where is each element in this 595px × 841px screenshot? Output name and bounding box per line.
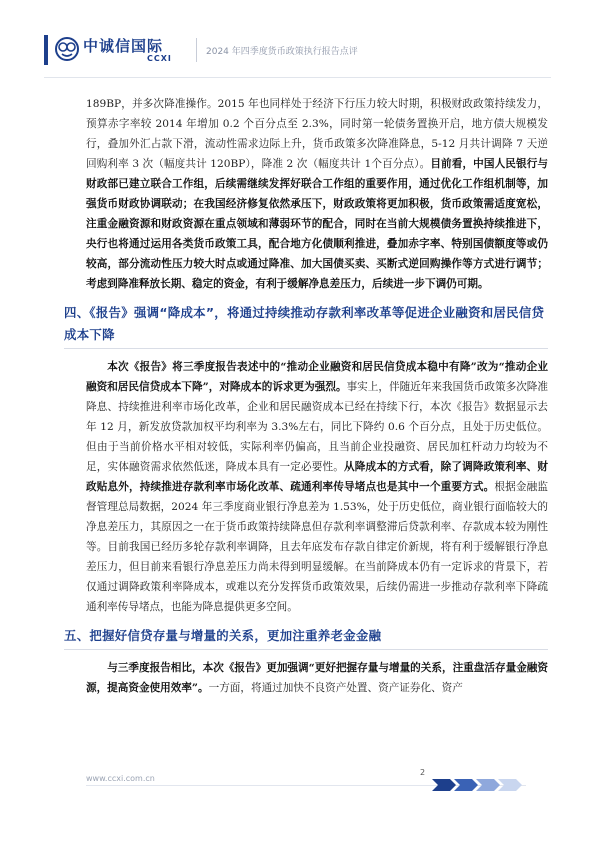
footer-url: www.ccxi.com.cn bbox=[86, 774, 155, 783]
chevron-decoration-icon bbox=[432, 779, 522, 791]
page-number: 2 bbox=[420, 768, 426, 777]
page-header bbox=[0, 0, 595, 70]
document-body bbox=[64, 94, 549, 698]
logo-text-cn: 中诚信国际 bbox=[83, 37, 164, 55]
ccxi-logo-icon bbox=[54, 36, 80, 62]
section-rule bbox=[64, 348, 548, 349]
text-run: 根据金融监督管理总局数据，2024 年三季度商业银行净息差为 1.53%，处于历史低位，商业银行面临较大的净息差压力，其原因之一在于货币政策持续降息但存款利率调整滞后贷款利率、存款成本较为刚性等。目前我国已经历多轮存款利率调降，且去年底发布存款自律定价新规，将有利于缓解银行净息差压力，但目前来看银行净息差压力尚未得到明显缓解。在当前降成本仍有一定诉求的背景下，若仅通过调降政策利率降成本，或难以充分发挥货币政策效果，后续仍需进一步推动存款利率下降疏通利率传导堵点，也能为降息提供更多空间。 bbox=[86, 481, 549, 613]
paragraph-monetary-policy-history bbox=[86, 94, 548, 294]
emphasis-run: 本次《报告》将三季度报告表述中的“推动企业融资和居民信贷成本稳中有降”改为“推动企业融资和居民信贷成本下降”，对降成本的诉求更为强烈。 bbox=[86, 361, 548, 393]
emphasis-run: 与三季度报告相比，本次《报告》更加强调“更好把握存量与增量的关系，注重盘活存量金融资源，提高资金使用效率”。 bbox=[86, 662, 548, 694]
text-run: 事实上，伴随近年来我国货币政策多次降准降息、持续推进利率市场化改革，企业和居民融资成本已经在持续下行，本次《报告》数据显示去年 12 月，新发放贷款加权平均利率为 3.3%左右，同比下降约 0.6 个百分点，且处于历史低位。但由于当前价格水平相对较低，实际利率仍偏高，且当前企业投融资、居民加杠杆动力均较为不足，实体融资需求依然低迷，降成本具有一定必要性。 bbox=[86, 381, 548, 473]
section-rule bbox=[64, 649, 548, 650]
report-title: 2024 年四季度货币政策执行报告点评 bbox=[206, 47, 358, 57]
header-accent-bar bbox=[44, 35, 48, 65]
logo-text-en: CCXI bbox=[147, 54, 172, 63]
header-rule bbox=[44, 77, 551, 78]
text-run: 189BP，并多次降准操作。2015 年也同样处于经济下行压力较大时期，积极财政政策持续发力，预算赤字率较 2014 年增加 0.2 个百分点至 2.3%，同时第一轮债务置换开启，地方债大规模发行，叠加外汇占款下滑，流动性需求边际上升，货币政策多次降准降息，5-12 月共计调降 7 天逆回购利率 3 次（幅度共计 120BP），降准 2 次（幅度共计 1个百分点）。 bbox=[86, 98, 548, 170]
emphasis-run: 从降成本的方式看，除了调降政策利率、财政贴息外，持续推进存款利率市场化改革、疏通利率传导堵点也是其中一个重要方式。 bbox=[86, 461, 549, 493]
text-run: 一方面，将通过加快不良资产处置、资产证券化、资产 bbox=[208, 682, 463, 694]
header-divider bbox=[196, 38, 197, 62]
paragraph-credit-stock bbox=[86, 658, 548, 698]
paragraph-cost-reduction bbox=[86, 357, 548, 617]
section-heading-4: 四、《报告》强调“降成本”，将通过持续推动存款利率改革等促进企业融资和居民信贷成本下降 bbox=[64, 305, 545, 342]
emphasis-run: 目前看，中国人民银行与财政部已建立联合工作组，后续需继续发挥好联合工作组的重要作用，通过优化工作组机制等，加强货币财政协调联动；在我国经济修复依然承压下，财政政策将更加积极，货币政策需适度宽松，注重金融资源和财政资源在重点领域和薄弱环节的配合，同时在当前大规模债务置换持续推进下，央行也将通过运用各类货币政策工具，配合地方化债顺利推进，叠加赤字率、特别国债额度等或仍较高，部分流动性压力较大时点或通过降准、加大国债买卖、买断式逆回购操作等方式进行调节；考虑到降准释放长期、稳定的资金，有利于缓解净息差压力，后续进一步下调仍可期。 bbox=[86, 158, 548, 290]
section-heading-5: 五、把握好信贷存量与增量的关系，更加注重养老金金融 bbox=[64, 628, 382, 643]
